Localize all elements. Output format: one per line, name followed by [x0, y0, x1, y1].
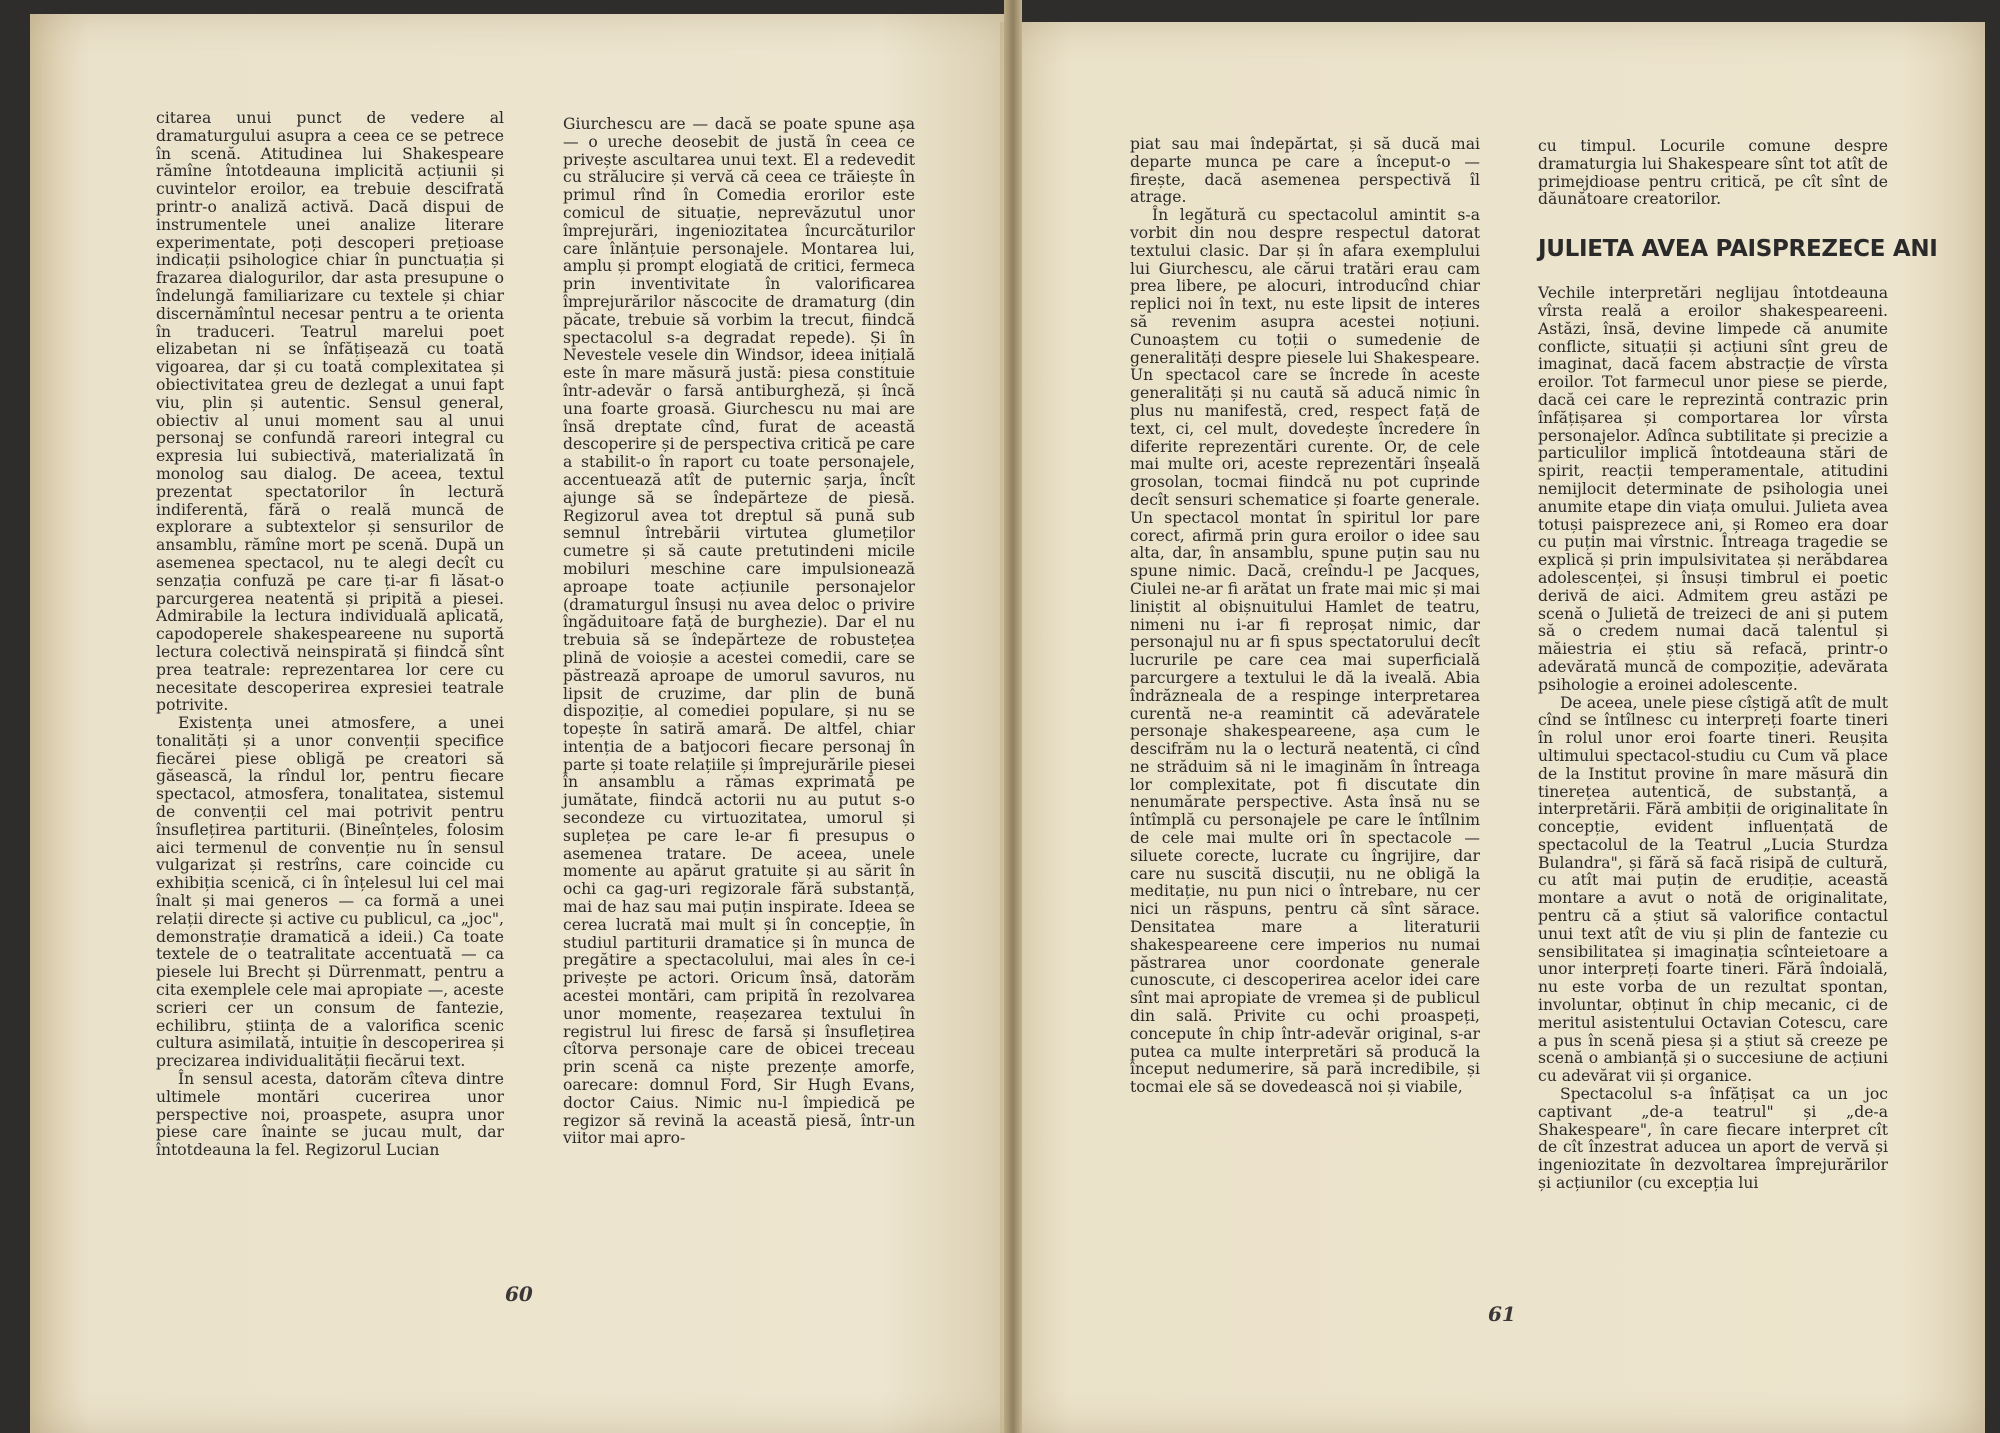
book-gutter [1004, 0, 1022, 1433]
paragraph: citarea unui punct de vedere al dramaturgului asupra a ceea ce se petrece în scenă. Atitudinea lui Shakespeare rămîne întotdeauna implicită acțiunii și cuvintelor eroilor, ea trebuie descifrată printr-o analiză activă. Dacă dispui de instrumentele unei analize literare experimentate, poți descoperi prețioase indicații psihologice chiar în punctuația și frazarea dialogurilor, dar asta presupune o îndelungă familiarizare cu textele și chiar discernămîntul necesar pentru a te orienta în traduceri. Teatrul marelui poet elizabetan ni se înfățișează cu toată vigoarea, dar și cu toată complexitatea și obiectivitatea greu de dezlegat a unui fapt viu, plin și autentic. Sensul general, obiectiv al unui moment sau al unui personaj se confundă rareori integral cu expresia lui subiectivă, materializată în monolog sau dialog. De aceea, textul prezentat spectatorilor în lectură indiferentă, fără o reală muncă de explorare a subtextelor și sensurilor de ansamblu, rămîne mort pe scenă. După un asemenea spectacol, nu te alegi decît cu senzația confuză pe care ți-ar fi lăsat-o parcurgerea neatentă și pripită a piesei. Admirabile la lectura individuală aplicată, capodoperele shakespeareene nu suportă lectura colectivă neinspirată și fiindcă sînt prea teatrale: reprezentarea lor cere cu necesitate descoperirea expresiei teatrale potrivite. [156, 109, 504, 715]
paragraph: cu timpul. Locurile comune despre dramaturgia lui Shakespeare sînt tot atît de primejdioase pentru critică, pe cît sînt de dăunătoare creatorilor. [1538, 137, 1888, 209]
page-number-left: 60 [505, 1282, 533, 1306]
page-number-right: 61 [1488, 1302, 1516, 1326]
paragraph: De aceea, unele piese cîștigă atît de mult cînd se întîlnesc cu interpreți foarte tineri în rolul unor eroi foarte tineri. Reușita ultimului spectacol-studiu cu Cum vă place de la Institut provine în mare măsură din tinerețea autentică, de substanță, a interpretării. Fără ambiții de originalitate în concepție, evident influențată de spectacolul de la Teatrul „Lucia Sturdza Bulandra", și fără să facă risipă de cultură, cu atît mai puțin de erudiție, această montare a avut o notă de originalitate, pentru că a știut să valorifice contactul unui text atît de viu și plin de fantezie cu sensibilitatea și imaginația scînteietoare a unor interpreți foarte tineri. Fără îndoială, nu este vorba de un rezultat spontan, involuntar, obținut în chip mecanic, ci de meritul asistentului Octavian Cotescu, care a pus în scenă piesa și a știut să creeze pe scenă o ambianță și o succesiune de acțiuni cu adevărat vii și organice. [1538, 693, 1888, 1086]
right-page-column-2 [1538, 137, 1938, 1193]
paragraph: Spectacolul s-a înfățișat ca un joc captivant „de-a teatrul" și „de-a Shakespeare", în care fiecare interpret cît de cît înzestrat aducea un aport de vervă și ingeniozitate în dezvoltarea împrejurărilor și acțiunilor (cu excepția lui [1538, 1085, 1888, 1193]
section-heading: JULIETA AVEA PAISPREZECE ANI [1538, 236, 1938, 263]
paragraph: Vechile interpretări neglijau întotdeauna vîrsta reală a eroilor shakespeareeni. Astăzi, însă, devine limpede că anumite conflicte, situații și acțiuni sînt greu de imaginat, dacă facem abstracție de vîrsta eroilor. Tot farmecul unor piese se pierde, dacă cei care le reprezintă contrazic prin înfățișarea și comportarea lor vîrsta personajelor. Adînca subtilitate și precizie a particulilor implică întotdeauna stări de spirit, reacții temperamentale, atitudini nemijlocit determinate de psihologia unei anumite etape din viața omului. Julieta avea totuși paisprezece ani, și Romeo era doar cu puțin mai vîrstnic. Întreaga tragedie se explică și prin impulsivitatea și nerăbdarea adolescenței, și însuși timbrul ei poetic derivă de aici. Admitem greu astăzi pe scenă o Julietă de treizeci de ani și putem să o credem numai dacă talentul și măiestria ei știu să refacă, printr-o adevărată muncă de compoziție, adevărata psihologie a eroinei adolescente. [1538, 284, 1888, 694]
right-page-column-1 [1130, 136, 1480, 1097]
left-page-column-1 [156, 110, 504, 1160]
left-page-column-2 [563, 116, 915, 1148]
paragraph: În sensul acesta, datorăm cîteva dintre ultimele montări cucerirea unor perspective noi, proaspete, asupra unor piese care înainte se jucau mult, dar întotdeauna la fel. Regizorul Lucian [156, 1070, 504, 1160]
paragraph: Existența unei atmosfere, a unei tonalități și a unor convenții specifice fiecărei piese obligă pe creatori să găsească, la rîndul lor, pentru fiecare spectacol, atmosfera, tonalitatea, sistemul de convenții cel mai potrivit pentru însuflețirea partiturii. (Bineînțeles, folosim aici termenul de convenție nu în sensul vulgarizat și restrîns, care coincide cu exhibiția scenică, ci în înțelesul lui cel mai înalt și mai generos — ca formă a unei relații directe și active cu publicul, ca „joc", demonstrație dramatică a ideii.) Ca toate textele de o teatralitate accentuată — ca piesele lui Brecht și Dürrenmatt, pentru a cita exemplele cele mai apropiate —, aceste scrieri cer un consum de fantezie, echilibru, știința de a valorifica scenic cultura asimilată, intuiție în descoperirea și precizarea individualității fiecărui text. [156, 714, 504, 1071]
paragraph: piat sau mai îndepărtat, și să ducă mai departe munca pe care a început-o — firește, dacă asemenea perspectivă îl atrage. [1130, 135, 1480, 207]
paragraph: Giurchescu are — dacă se poate spune așa — o ureche deosebit de justă în ceea ce privește ascultarea unui text. El a redevedit cu strălucire și vervă că ceea ce trăiește în primul rînd în Comedia erorilor este comicul de situație, neprevăzutul unor împrejurări, ingeniozitatea încurcăturilor care înlănțuie personajele. Montarea lui, amplu și prompt elogiată de critici, fermeca prin inventivitate în valorificarea împrejurărilor născocite de dramaturg (din păcate, trebuie să vorbim la trecut, fiindcă spectacolul s-a degradat repede). Și în Nevestele vesele din Windsor, ideea inițială este în mare măsură justă: piesa constituie într-adevăr o farsă antiburgheză, și încă una foarte groasă. Giurchescu nu mai are însă dreptate cînd, furat de această descoperire și de perspectiva critică pe care a stabilit-o în raport cu toate personajele, accentuează atît de puternic șarja, încît ajunge să se îndepărteze de piesă. Regizorul avea tot dreptul să pună sub semnul întrebării virtutea glumeților cumetre și să caute pretutindeni micile mobiluri meschine care impulsionează aproape toate acțiunile personajelor (dramaturgul însuși nu avea deloc o privire îngăduitoare față de burghezie). Dar el nu trebuia să se îndepărteze de robustețea plină de voioșie a acestei comedii, care se păstrează aproape de umorul savuros, nu lipsit de cruzime, dar plin de bună dispoziție, al comediei populare, și nu se topește în satiră amară. De altfel, chiar intenția de a batjocori fiecare personaj în parte și toate relațiile și împrejurările piesei în ansamblu a rămas exprimată pe jumătate, fiindcă actorii nu au putut s-o secondeze cu virtuozitatea, umorul și suplețea pe care le-ar fi presupus o asemenea tratare. De aceea, unele momente au apărut gratuite și au sărit în ochi ca gag-uri regizorale fără substanță, mai de haz sau mai puțin inspirate. Ideea se cerea lucrată mai mult și în concepție, în studiul partiturii dramatice și în munca de pregătire a spectacolului, mai ales în ce-i privește pe actori. Oricum însă, datorăm acestei montări, cam pripită în rezolvarea unor momente, reașezarea textului în registrul lui firesc de farsă și însuflețirea cîtorva personaje care de obicei treceau prin scenă ca niște prezențe amorfe, oarecare: domnul Ford, Sir Hugh Evans, doctor Caius. Nimic nu-l împiedică pe regizor să revină la această piesă, într-un viitor mai apro- [563, 115, 915, 1148]
paragraph: În legătură cu spectacolul amintit s-a vorbit din nou despre respectul datorat textului clasic. Dar și în afara exemplului lui Giurchescu, ale cărui tratări erau cam prea libere, pe alocuri, introducînd chiar replici noi în text, nu este lipsit de interes să revenim asupra acestei noțiuni. Cunoaștem cu toții o sumedenie de generalități despre piesele lui Shakespeare. Un spectacol care se încrede în aceste generalități și nu caută să aducă nimic în plus nu manifestă, cred, respect față de text, ci, cel mult, dovedește încredere în diferite reprezentări curente. Or, de cele mai multe ori, aceste reprezentări înșeală grosolan, tocmai fiindcă nu pot cuprinde decît sensuri schematice și foarte generale. Un spectacol montat în spiritul lor pare corect, afirmă prin gura eroilor o idee sau alta, dar, în ansamblu, spune puțin sau nu spune nimic. Dacă, creîndu-l pe Jacques, Ciulei ne-ar fi arătat un frate mai mic și mai liniștit al obișnuitului Hamlet de teatru, nimeni nu i-ar fi reproșat nimic, dar personajul nu ar fi spus spectatorului decît lucrurile pe care cea mai superficială parcurgere a textului le dă la iveală. Abia îndrăzneala de a respinge interpretarea curentă ne-a reamintit că adevăratele personaje shakespeareene, așa cum le descifrăm nu la o lectură neatentă, ci cînd ne străduim să ni le imaginăm în întreaga lor complexitate, pot fi discutate din nenumărate perspective. Asta însă nu se întîmplă cu personajele pe care le întîlnim de cele mai multe ori în spectacole — siluete corecte, lucrate cu îngrijire, dar care nu suscită discuții, nu ne obligă la meditație, nu pun nici o întrebare, nu cer nici un răspuns, pentru că sînt sărace. Densitatea mare a literaturii shakespeareene cere imperios nu numai păstrarea unor coordonate generale cunoscute, ci descoperirea acelor idei care sînt mai apropiate de vremea și de publicul din sală. Privite cu ochi proaspeți, concepute în chip într-adevăr original, s-ar putea ca multe interpretări să producă la început nedumerire, să pară incredibile, și tocmai ele să se dovedească noi și viabile, [1130, 206, 1480, 1097]
